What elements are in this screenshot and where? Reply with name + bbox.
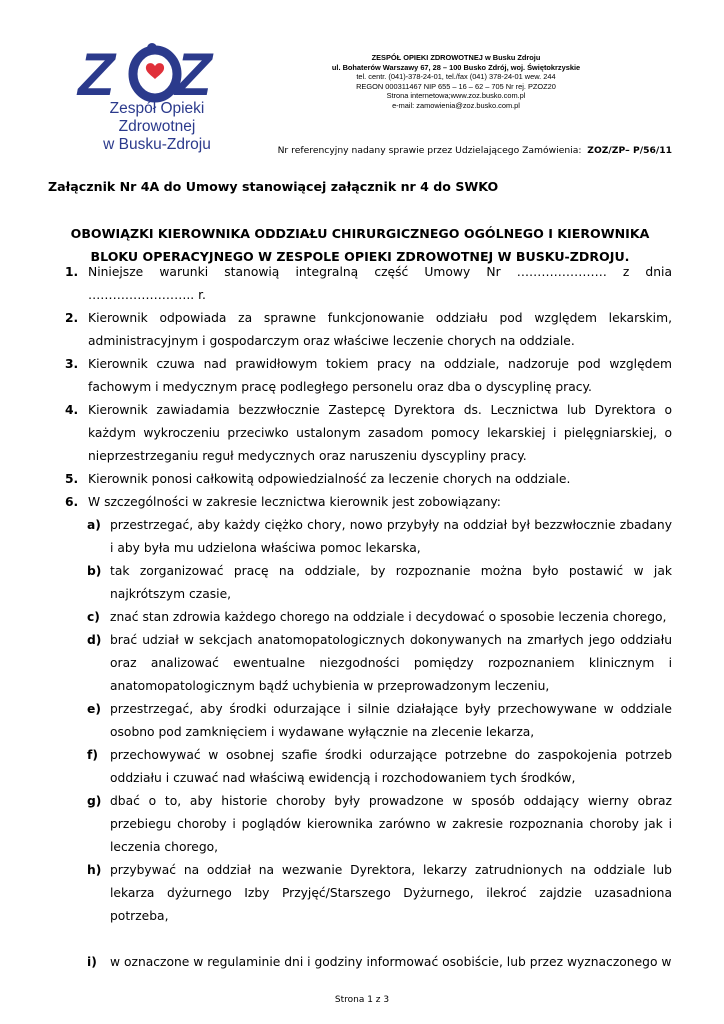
item-number: 2. (65, 311, 79, 325)
list-item (48, 353, 672, 399)
item-number: 5. (65, 472, 79, 486)
header-phone: tel. centr. (041)-378-24-01, tel./fax (041) 378-24-01 wew. 244 (356, 72, 556, 82)
title-line-2: BLOKU OPERACYJNEGO W ZESPOLE OPIEKI ZDROWOTNEJ W BUSKU-ZDROJU. (90, 249, 630, 264)
header-address: ul. Bohaterów Warszawy 67, 28 – 100 Busko Zdrój, woj. Świętokrzyskie (331, 62, 581, 72)
sub-item (48, 698, 672, 744)
sub-item (48, 606, 672, 629)
sub-item-text: brać udział w sekcjach anatomopatologicznych dokonywanych na zmarłych jego oddziału oraz analizować ewentualne niezgodności pomiędzy rozpoznaniem klinicznym i anatomopatologicznym bądź uchybienia w przeprowadzonym leczeniu, (110, 633, 672, 693)
item-number: 6. (65, 495, 79, 509)
sub-item-text: przestrzegać, aby środki odurzające i silnie działające były przechowywane w oddziale osobno pod zamknięciem i wydawane wyłącznie na zlecenie lekarza, (110, 702, 672, 739)
sub-item-letter: g) (87, 794, 102, 808)
sub-item-letter: c) (87, 610, 100, 624)
logo-caption-line1: Zespół Opieki Zdrowotnej (109, 100, 205, 135)
sub-item (48, 629, 672, 698)
item-text: Kierownik odpowiada za sprawne funkcjonowanie oddziału pod względem lekarskim, administracyjnym i gospodarczym oraz właściwe leczenie chorych na oddziale. (88, 311, 672, 348)
list-item (48, 307, 672, 353)
item-text: W szczególności w zakresie lecznictwa kierownik jest zobowiązany: (88, 495, 501, 509)
list-item (48, 491, 672, 514)
item-number: 1. (65, 265, 79, 279)
sub-item-letter: b) (87, 564, 102, 578)
reference-value: ZOZ/ZP– P/56/11 (587, 145, 672, 156)
sub-item-text: tak zorganizować pracę na oddziale, by rozpoznanie można było postawić w jak najkrótszym czasie, (110, 564, 672, 601)
header-website: Strona internetowa;www.zoz.busko.com.pl (386, 91, 526, 101)
sub-item (48, 744, 672, 790)
logo-caption-line2: w Busku-Zdroju (103, 136, 211, 153)
header-name: ZESPÓŁ OPIEKI ZDROWOTNEJ w Busku Zdroju (371, 53, 541, 62)
header-email: e-mail: zamowienia@zoz.busko.com.pl (392, 100, 520, 110)
sub-item-text: przestrzegać, aby każdy ciężko chory, nowo przybyły na oddział był bezzwłocznie zbadany i aby była mu udzielona właściwa pomoc lekarska, (110, 518, 672, 555)
sub-item (48, 790, 672, 859)
sub-item-text: przybywać na oddział na wezwanie Dyrektora, lekarzy zatrudnionych na oddziale lub lekarza dyżurnego Izby Przyjęć/Starszego Dyżurnego, ilekroć zajdzie uzasadniona potrzeba, (110, 863, 672, 923)
sub-item (48, 859, 672, 928)
list-item (48, 399, 672, 468)
title-line-1: OBOWIĄZKI KIEROWNIKA ODDZIAŁU CHIRURGICZNEGO OGÓLNEGO I KIEROWNIKA (70, 226, 650, 241)
item-text: Niniejsze warunki stanowią integralną część Umowy Nr …………………. z dnia …………………….. r. (88, 265, 672, 302)
item-text: Kierownik czuwa nad prawidłowym tokiem pracy na oddziale, nadzoruje pod względem fachowym i medycznym pracę podległego personelu oraz dba o dyscyplinę pracy. (88, 357, 672, 394)
sub-item-letter: h) (87, 863, 102, 877)
sub-item-text: przechowywać w osobnej szafie środki odurzające potrzebne do zaspokojenia potrzeb oddziału i czuwać nad właściwą ewidencją i rozchodowaniem tych środków, (110, 748, 672, 785)
item-number: 4. (65, 403, 79, 417)
sub-item-letter: f) (87, 748, 98, 762)
sub-item-text: znać stan zdrowia każdego chorego na oddziale i decydować o sposobie leczenia chorego, (110, 610, 667, 624)
svg-text:Z: Z (78, 41, 112, 108)
svg-text:Z: Z (175, 41, 209, 108)
page-footer: Strona 1 z 3 (334, 995, 390, 1005)
sub-item (48, 560, 672, 606)
header-regon: REGON 000311467 NIP 655 – 16 – 62 – 705 Nr rej. PZOZ20 (356, 81, 556, 91)
sub-item-letter: d) (87, 633, 102, 647)
item-text: Kierownik ponosi całkowitą odpowiedzialność za leczenie chorych na oddziale. (88, 472, 571, 486)
sub-item-letter: e) (87, 702, 101, 716)
reference-label: Nr referencyjny nadany sprawie przez Udzielającego Zamówienia: (277, 145, 582, 156)
reference-number (240, 145, 672, 157)
item-text: Kierownik zawiadamia bezzwłocznie Zastepcę Dyrektora ds. Lecznictwa lub Dyrektora o każdym wykroczeniu przeciwko ustalonym zasadom pomocy lekarskiej i pielęgniarskiej, o nieprzestrzeganiu reguł medycznych oraz naruszeniu dyscypliny pracy. (88, 403, 672, 463)
sub-item-text: w oznaczone w regulaminie dni i godziny informować osobiście, lub przez wyznaczonego w (110, 955, 672, 969)
list-item (48, 468, 672, 491)
sub-item (48, 951, 672, 974)
logo-caption (72, 100, 242, 154)
annex-title: Załącznik Nr 4A do Umowy stanowiącej załącznik nr 4 do SWKO (48, 179, 499, 194)
sub-item (48, 514, 672, 560)
sub-item-text: dbać o to, aby historie choroby były prowadzone w sposób oddający wierny obraz przebiegu choroby i poglądów kierownika zarówno w zakresie rozpoznania choroby jak i leczenia chorego, (110, 794, 672, 854)
sub-item-letter: a) (87, 518, 101, 532)
document-body (48, 261, 672, 974)
spacer (48, 928, 672, 951)
heart-icon (146, 63, 164, 79)
institution-header (300, 53, 612, 111)
list-item (48, 261, 672, 307)
sub-item-letter: i) (87, 955, 97, 969)
item-number: 3. (65, 357, 79, 371)
